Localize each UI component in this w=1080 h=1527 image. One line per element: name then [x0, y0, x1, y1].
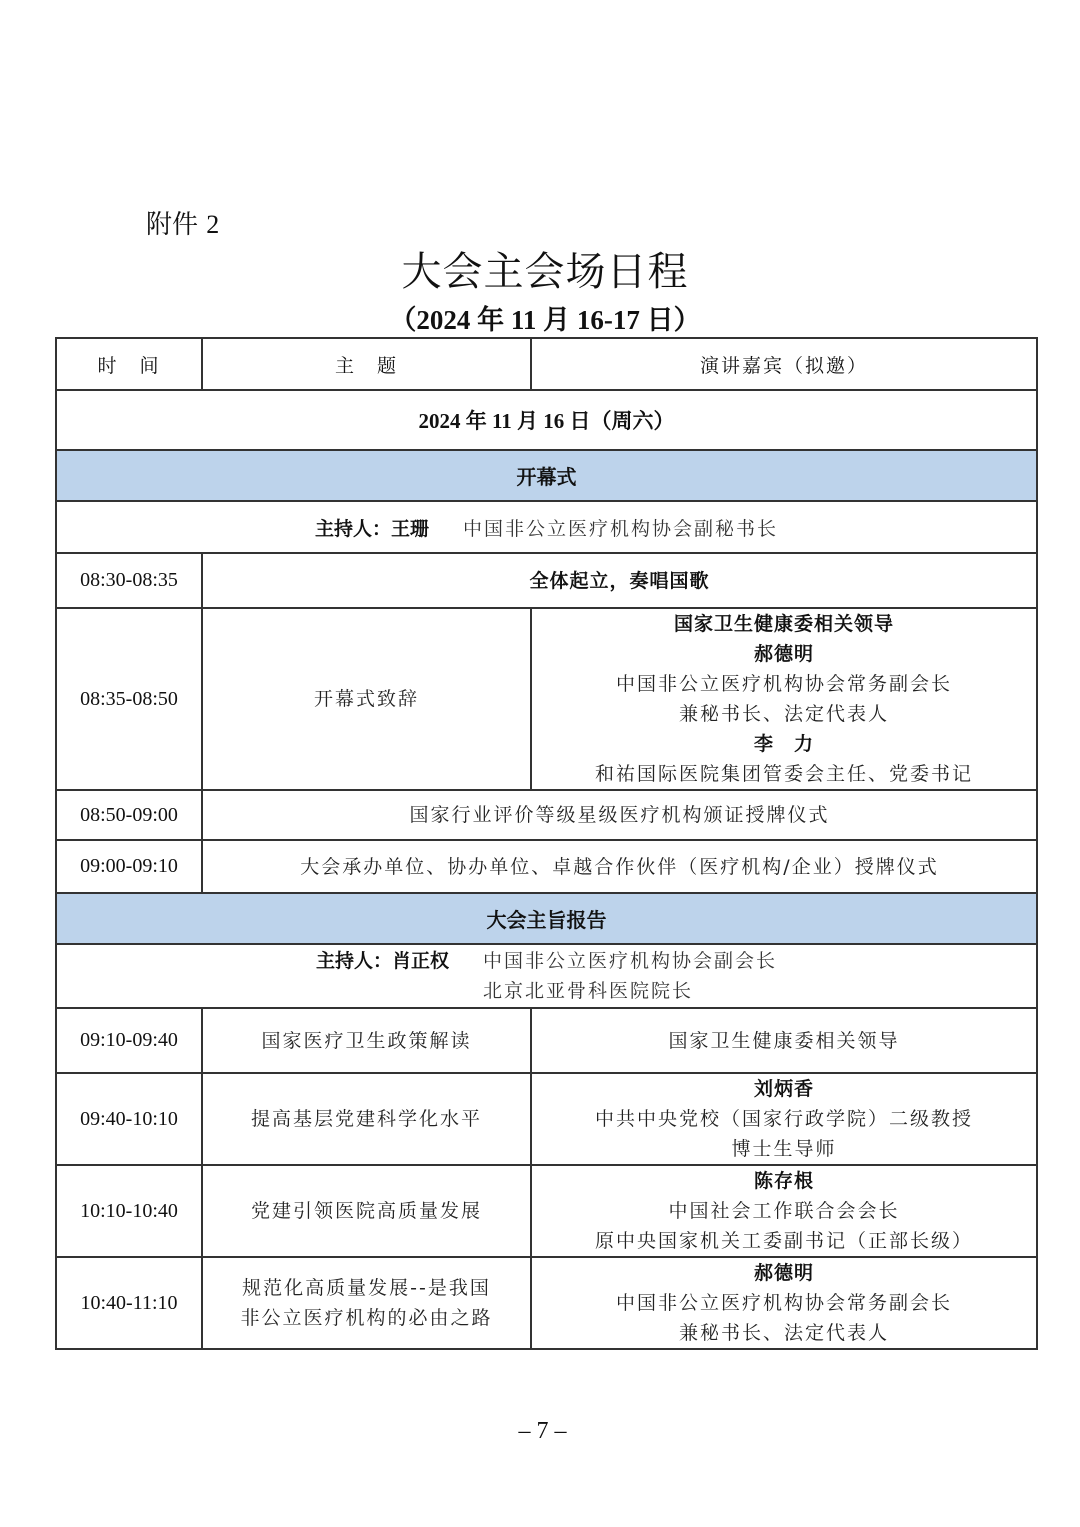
time-cell: 08:35-08:50: [56, 608, 202, 790]
host-cell: [56, 944, 1037, 1008]
column-header-topic: 主 题: [202, 338, 531, 390]
section-title: 开幕式: [56, 450, 1037, 501]
speaker-cell: [531, 1165, 1037, 1257]
date-cell: 2024 年 11 月 16 日（周六）: [56, 390, 1037, 450]
time-cell: 10:10-10:40: [56, 1165, 202, 1257]
attachment-label: [146, 204, 219, 241]
host-role: 中国非公立医疗机构协会副秘书长: [463, 517, 779, 540]
topic-line: 非公立医疗机构的必由之路: [240, 1307, 493, 1329]
page-subtitle: （2024 年 11 月 16-17 日）: [389, 305, 701, 335]
section-title: 大会主旨报告: [56, 893, 1037, 944]
speaker-name: 陈存根: [753, 1170, 814, 1192]
topic-cell: [202, 1257, 531, 1349]
time-cell: 10:40-11:10: [56, 1257, 202, 1349]
topic-cell: 提高基层党建科学化水平: [202, 1073, 531, 1165]
speaker-cell: [531, 1073, 1037, 1165]
topic-cell: 党建引领医院高质量发展: [202, 1165, 531, 1257]
topic-cell: 国家医疗卫生政策解读: [202, 1008, 531, 1073]
page-number: – 7 –: [518, 1418, 567, 1444]
table-row: [56, 1073, 1037, 1165]
table-row: [56, 1165, 1037, 1257]
topic-line: 规范化高质量发展--是我国: [242, 1277, 491, 1299]
section-row: [56, 893, 1037, 944]
column-header-time: 时 间: [56, 338, 202, 390]
table-row: [56, 840, 1037, 893]
host-role: 北京北亚骨科医院院长: [483, 980, 694, 1002]
speaker-title: 和祐国际医院集团管委会主任、党委书记: [594, 763, 973, 785]
attachment-number: 2: [206, 210, 220, 239]
time-cell: 08:50-09:00: [56, 790, 202, 840]
time-cell: 09:10-09:40: [56, 1008, 202, 1073]
table-row: [56, 553, 1037, 608]
speaker-title: 原中央国家机关工委副书记（正部长级）: [594, 1230, 973, 1252]
host-label: 主持人：王珊: [314, 517, 429, 540]
speaker-name: 刘炳香: [753, 1078, 814, 1100]
speaker-title: 博士生导师: [731, 1138, 837, 1160]
table-row: [56, 1257, 1037, 1349]
speaker-title: 中国非公立医疗机构协会常务副会长: [615, 1292, 952, 1314]
topic-cell: 国家行业评价等级星级医疗机构颁证授牌仪式: [202, 790, 1037, 840]
column-header-speakers: 演讲嘉宾（拟邀）: [531, 338, 1037, 390]
page-title: 大会主会场日程: [401, 249, 689, 295]
topic-cell: [202, 608, 531, 790]
time-cell: 08:30-08:35: [56, 553, 202, 608]
speaker-title: 兼秘书长、法定代表人: [678, 703, 889, 725]
speaker-name: 李 力: [753, 733, 814, 755]
speaker-name: 郝德明: [753, 643, 814, 665]
table-header-row: [56, 338, 1037, 390]
topic-line: 开幕式致辞: [313, 688, 419, 710]
table-row: [56, 1008, 1037, 1073]
host-role: 中国非公立医疗机构协会副会长: [483, 950, 778, 972]
speaker-title: 兼秘书长、法定代表人: [678, 1322, 889, 1344]
host-row: [56, 501, 1037, 553]
speaker-cell: [531, 608, 1037, 790]
section-row: [56, 450, 1037, 501]
host-row: [56, 944, 1037, 1008]
table-row: [56, 790, 1037, 840]
attachment-text: 附件: [146, 210, 199, 240]
topic-cell: 大会承办单位、协办单位、卓越合作伙伴（医疗机构/企业）授牌仪式: [202, 840, 1037, 893]
speaker-name: 国家卫生健康委相关领导: [673, 613, 894, 635]
time-cell: 09:40-10:10: [56, 1073, 202, 1165]
date-row: [56, 390, 1037, 450]
speaker-cell: [531, 1257, 1037, 1349]
speaker-cell: 国家卫生健康委相关领导: [531, 1008, 1037, 1073]
topic-cell: 全体起立，奏唱国歌: [202, 553, 1037, 608]
speaker-title: 中共中央党校（国家行政学院）二级教授: [594, 1108, 973, 1130]
speaker-title: 中国社会工作联合会会长: [668, 1200, 900, 1222]
schedule-table: [55, 337, 1038, 1350]
host-label: 主持人：肖正权: [315, 950, 449, 972]
table-row: [56, 608, 1037, 790]
speaker-name: 郝德明: [753, 1262, 814, 1284]
time-cell: 09:00-09:10: [56, 840, 202, 893]
host-cell: [56, 501, 1037, 553]
speaker-title: 中国非公立医疗机构协会常务副会长: [615, 673, 952, 695]
